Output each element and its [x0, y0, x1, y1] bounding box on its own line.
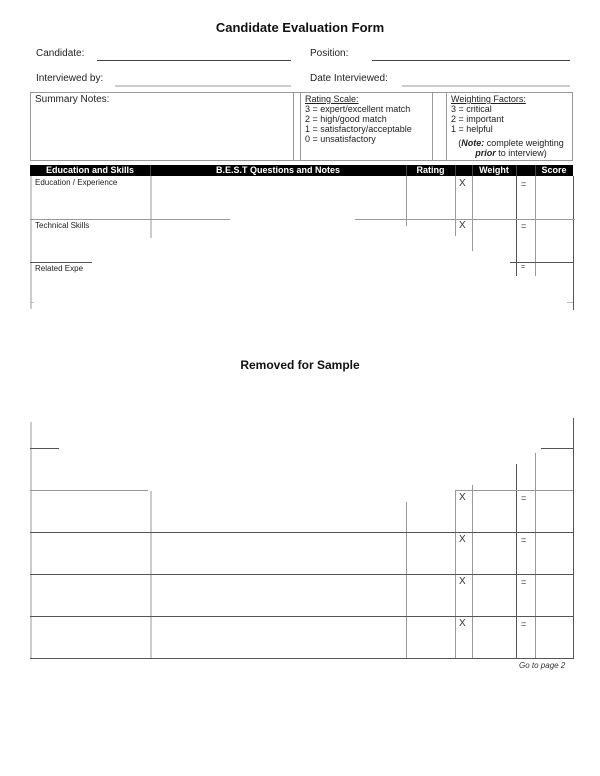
- equals-sign: =: [521, 577, 527, 587]
- row-divider: [455, 490, 573, 491]
- summary-notes-label: Summary Notes:: [35, 94, 110, 105]
- header-best-questions: B.E.S.T Questions and Notes: [215, 165, 341, 175]
- col-divider: [406, 502, 407, 659]
- weighting-factors: [451, 94, 571, 158]
- weighting-factor-item: 3 = critical: [451, 104, 492, 114]
- equals-sign: =: [521, 619, 527, 629]
- multiply-sign: X: [459, 534, 466, 545]
- multiply-sign: X: [459, 576, 466, 587]
- row-divider: [510, 262, 573, 263]
- row-divider: [30, 532, 573, 533]
- weight-input-education[interactable]: [474, 178, 514, 216]
- interviewed-by-field[interactable]: [115, 85, 291, 87]
- equals-sign: =: [521, 535, 527, 545]
- header-sep: [455, 165, 456, 176]
- col-divider: [516, 464, 517, 659]
- col-divider: [150, 491, 152, 659]
- header-education-skills: Education and Skills: [45, 165, 135, 175]
- divider: [446, 92, 447, 160]
- table-left-border: [30, 422, 32, 659]
- weighting-factors-heading: Weighting Factors:: [451, 94, 526, 104]
- form-title: Candidate Evaluation Form: [215, 20, 385, 35]
- table-left-border: [30, 176, 32, 309]
- row-divider: [30, 262, 92, 263]
- date-interviewed-label: Date Interviewed:: [310, 73, 388, 84]
- weighting-factor-item: 1 = helpful: [451, 124, 493, 134]
- col-divider: [516, 176, 517, 276]
- notes-input-technical[interactable]: [152, 221, 404, 259]
- header-sep: [516, 165, 517, 176]
- weighting-factor-item: 2 = important: [451, 114, 504, 124]
- tick: [567, 302, 573, 303]
- divider: [432, 92, 433, 160]
- rating-scale: [305, 94, 435, 144]
- header-rating: Rating: [416, 165, 445, 175]
- col-divider: [472, 485, 473, 659]
- table-header: [30, 165, 573, 176]
- row-divider: [30, 574, 573, 575]
- col-divider: [472, 176, 473, 251]
- row-label-technical: Technical Skills: [35, 221, 90, 230]
- go-to-page-2-link[interactable]: Go to page 2: [519, 661, 566, 670]
- position-label: Position:: [310, 48, 349, 59]
- col-divider: [535, 176, 536, 276]
- equals-sign: =: [521, 221, 527, 231]
- candidate-label: Candidate:: [36, 48, 85, 59]
- equals-sign: =: [521, 264, 526, 271]
- rating-scale-item: 2 = high/good match: [305, 114, 387, 124]
- equals-sign: =: [521, 493, 527, 503]
- table-right-border: [573, 418, 574, 659]
- note-end: to interview): [495, 148, 547, 158]
- date-interviewed-field[interactable]: [402, 85, 570, 87]
- col-divider: [535, 453, 536, 659]
- row-divider: [30, 490, 148, 491]
- row-divider: [541, 448, 573, 449]
- equals-sign: =: [521, 179, 527, 189]
- col-divider: [455, 176, 456, 236]
- row-divider: [30, 219, 230, 220]
- row-divider: [30, 448, 59, 449]
- divider: [293, 92, 294, 160]
- tick: [30, 302, 34, 303]
- table-bottom-border: [30, 658, 573, 659]
- position-field[interactable]: [372, 60, 570, 61]
- note-text: complete weighting: [484, 138, 564, 148]
- note-prior: prior: [475, 148, 496, 158]
- multiply-sign: X: [459, 220, 466, 231]
- table-right-border: [573, 176, 574, 310]
- summary-notes-input[interactable]: [33, 106, 291, 156]
- weighting-note: [451, 138, 571, 158]
- interviewed-by-label: Interviewed by:: [36, 73, 104, 84]
- row-label-related-experience: Related Expe: [35, 264, 84, 273]
- divider: [300, 92, 301, 160]
- header-weight: Weight: [479, 165, 509, 175]
- notes-input-education[interactable]: [152, 178, 404, 216]
- header-score: Score: [541, 165, 567, 175]
- rating-scale-item: 3 = expert/excellent match: [305, 104, 411, 114]
- row-label-education: Education / Experience: [35, 178, 118, 187]
- note-bold: Note:: [461, 138, 485, 148]
- candidate-field[interactable]: [97, 60, 291, 61]
- rating-input-education[interactable]: [408, 178, 453, 216]
- rating-scale-item: 0 = unsatisfactory: [305, 134, 376, 144]
- multiply-sign: X: [459, 492, 466, 503]
- score-input-education[interactable]: [537, 178, 571, 216]
- multiply-sign: X: [459, 618, 466, 629]
- removed-for-sample-notice: Removed for Sample: [240, 358, 360, 372]
- row-divider: [30, 616, 573, 617]
- note-paren: (: [458, 138, 462, 148]
- rating-scale-heading: Rating Scale:: [305, 94, 359, 104]
- rating-scale-item: 1 = satisfactory/acceptable: [305, 124, 412, 134]
- multiply-sign: X: [459, 178, 466, 189]
